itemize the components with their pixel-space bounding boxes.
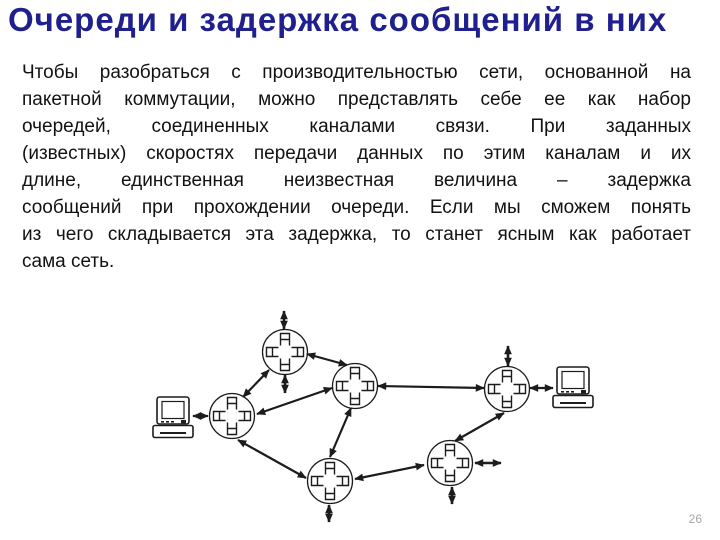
- body-line: из чего складывается эта задержка, то станет ясным как работает: [22, 224, 691, 245]
- slide-title: Очереди и задержка сообщений в них: [8, 1, 668, 38]
- body-line: длине, единственная неизвестная величина – задержка: [22, 170, 691, 191]
- router-1: [263, 330, 308, 375]
- link-arrow: [378, 386, 484, 388]
- body-line: сама сеть.: [22, 251, 115, 272]
- router-2: [333, 364, 378, 409]
- link-arrow: [307, 354, 347, 365]
- link-arrow: [238, 440, 306, 478]
- router-6: [428, 441, 473, 486]
- page-number: 26: [688, 512, 702, 526]
- body-line: пакетной коммутации, можно представлять себе ее как набор: [22, 89, 691, 110]
- link-arrow: [330, 408, 351, 457]
- body-line: Чтобы разобраться с производительностью сети, основанной на: [22, 62, 691, 83]
- computer-left: [153, 397, 193, 438]
- body-line: (известных) скоростях передачи данных по этим каналам и их: [22, 143, 691, 164]
- router-4: [485, 367, 530, 412]
- router-3: [210, 394, 255, 439]
- body-line: очередей, соединенных каналами связи. При заданных: [22, 116, 691, 137]
- link-arrow: [455, 413, 504, 441]
- computer-right: [553, 367, 593, 408]
- link-arrow: [257, 388, 332, 414]
- body-line: сообщений при прохождении очереди. Если мы сможем понять: [22, 197, 691, 218]
- router-5: [308, 459, 353, 504]
- link-arrow: [243, 370, 269, 397]
- link-arrow: [355, 465, 424, 479]
